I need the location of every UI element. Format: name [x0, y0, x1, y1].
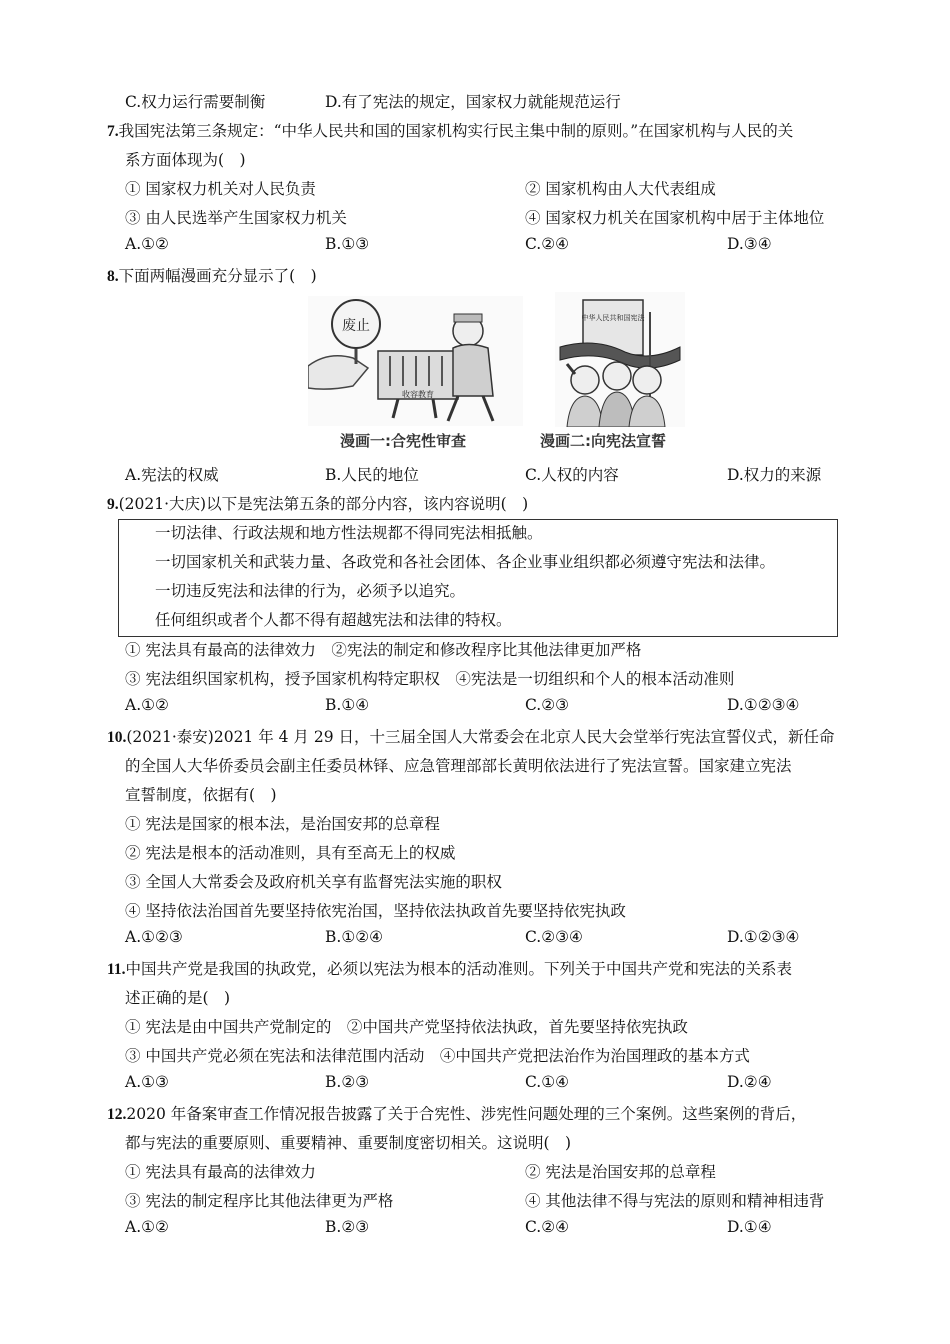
q9-option-a: A.①②: [125, 696, 169, 714]
q10-option-d: D.①②③④: [727, 928, 800, 946]
q9-option-d: D.①②③④: [727, 696, 800, 714]
q10-option-b: B.①②④: [325, 928, 384, 946]
q9-box-line: 一切违反宪法和法律的行为，必须予以追究。: [155, 582, 466, 600]
cartoon1-box-label: 收容教育: [402, 390, 434, 399]
q12-stem-line2: 都与宪法的重要原则、重要精神、重要制度密切相关。这说明( ): [125, 1134, 572, 1152]
q11-number: 11.: [107, 961, 126, 978]
cartoon1-sign-text: 废止: [342, 318, 370, 334]
q7-option-b: B.①③: [325, 235, 370, 253]
q12-statement-1: ① 宪法具有最高的法律效力: [125, 1163, 316, 1181]
q11-option-c: C.①④: [525, 1073, 570, 1091]
q12-option-d: D.①④: [727, 1218, 772, 1236]
cartoon1-caption: 漫画一:合宪性审查: [340, 432, 466, 450]
q10-option-a: A.①②③: [125, 928, 183, 946]
cartoon-constitutional-review: [308, 296, 523, 426]
q9-box-line: 任何组织或者个人都不得有超越宪法和法律的特权。: [155, 611, 512, 629]
q9-option-b: B.①④: [325, 696, 370, 714]
q8-option-c: C.人权的内容: [525, 466, 619, 484]
q12-number: 12.: [107, 1106, 127, 1123]
q7-statement-2: ② 国家机构由人大代表组成: [525, 180, 716, 198]
q11-stem-line1: 11.中国共产党是我国的执政党，必须以宪法为根本的活动准则。下列关于中国共产党和宪法的关系表: [107, 960, 793, 978]
q10-stem-line3: 宣誓制度，依据有( ): [125, 786, 277, 804]
q8-option-b: B.人民的地位: [325, 466, 419, 484]
q10-option-c: C.②③④: [525, 928, 583, 946]
q12-statement-2: ② 宪法是治国安邦的总章程: [525, 1163, 716, 1181]
q11-stem-line2: 述正确的是( ): [125, 989, 231, 1007]
q10-stem-line1: 10.(2021·泰安)2021 年 4 月 29 日，十三届全国人大常委会在北京人民大会堂举行宪法宣誓仪式，新任命: [107, 728, 835, 746]
cartoon-constitution-oath: [555, 292, 685, 427]
q7-option-c: C.②④: [525, 235, 570, 253]
q9-statements-3-4: ③ 宪法组织国家机构，授予国家机构特定职权 ④宪法是一切组织和个人的根本活动准则: [125, 670, 735, 688]
q10-statement-4: ④ 坚持依法治国首先要坚持依宪治国，坚持依法执政首先要坚持依宪执政: [125, 902, 626, 920]
q12-statement-4: ④ 其他法律不得与宪法的原则和精神相违背: [525, 1192, 825, 1210]
q12-option-b: B.②③: [325, 1218, 370, 1236]
q6-option-c: C.权力运行需要制衡: [125, 93, 266, 111]
q9-stem: 9.(2021·大庆)以下是宪法第五条的部分内容，该内容说明( ): [107, 495, 529, 513]
q11-statements-1-2: ① 宪法是由中国共产党制定的 ②中国共产党坚持依法执政，首先要坚持依宪执政: [125, 1018, 688, 1036]
q9-number: 9.: [107, 496, 119, 513]
q7-number: 7.: [107, 123, 119, 140]
q8-stem: 8.下面两幅漫画充分显示了( ): [107, 267, 317, 285]
q10-statement-2: ② 宪法是根本的活动准则，具有至高无上的权威: [125, 844, 456, 862]
q11-option-d: D.②④: [727, 1073, 772, 1091]
q12-stem-line1: 12.2020 年备案审查工作情况报告披露了关于合宪性、涉宪性问题处理的三个案例。这些案例的背后，: [107, 1105, 807, 1123]
cartoon2-book-text: 中华人民共和国宪法: [581, 314, 645, 322]
q11-option-b: B.②③: [325, 1073, 370, 1091]
q7-stem-line2: 系方面体现为( ): [125, 151, 246, 169]
cartoon2-caption: 漫画二:向宪法宣誓: [540, 432, 666, 450]
q7-statement-4: ④ 国家权力机关在国家机构中居于主体地位: [525, 209, 825, 227]
q7-stem-line1: 7.我国宪法第三条规定：“中华人民共和国的国家机构实行民主集中制的原则。”在国家机构与人民的关: [107, 122, 794, 140]
q6-option-d: D.有了宪法的规定，国家权力就能规范运行: [325, 93, 621, 111]
q8-number: 8.: [107, 268, 119, 285]
q12-option-a: A.①②: [125, 1218, 169, 1236]
q9-box-line: 一切国家机关和武装力量、各政党和各社会团体、各企业事业组织都必须遵守宪法和法律。: [155, 553, 776, 571]
q9-statements-1-2: ① 宪法具有最高的法律效力 ②宪法的制定和修改程序比其他法律更加严格: [125, 641, 642, 659]
q12-option-c: C.②④: [525, 1218, 570, 1236]
q8-option-d: D.权力的来源: [727, 466, 822, 484]
q11-option-a: A.①③: [125, 1073, 169, 1091]
q10-stem-line2: 的全国人大华侨委员会副主任委员林铎、应急管理部部长黄明依法进行了宪法宣誓。国家建立宪法: [125, 757, 792, 775]
q7-statement-1: ① 国家权力机关对人民负责: [125, 180, 316, 198]
q7-option-d: D.③④: [727, 235, 772, 253]
q9-box-line: 一切法律、行政法规和地方性法规都不得同宪法相抵触。: [155, 524, 543, 542]
q12-statement-3: ③ 宪法的制定程序比其他法律更为严格: [125, 1192, 394, 1210]
q9-option-c: C.②③: [525, 696, 570, 714]
q8-option-a: A.宪法的权威: [125, 466, 219, 484]
q11-statements-3-4: ③ 中国共产党必须在宪法和法律范围内活动 ④中国共产党把法治作为治国理政的基本方式: [125, 1047, 750, 1065]
q7-option-a: A.①②: [125, 235, 169, 253]
q10-statement-3: ③ 全国人大常委会及政府机关享有监督宪法实施的职权: [125, 873, 502, 891]
q10-statement-1: ① 宪法是国家的根本法，是治国安邦的总章程: [125, 815, 440, 833]
q7-statement-3: ③ 由人民选举产生国家权力机关: [125, 209, 347, 227]
q10-number: 10.: [107, 729, 127, 746]
